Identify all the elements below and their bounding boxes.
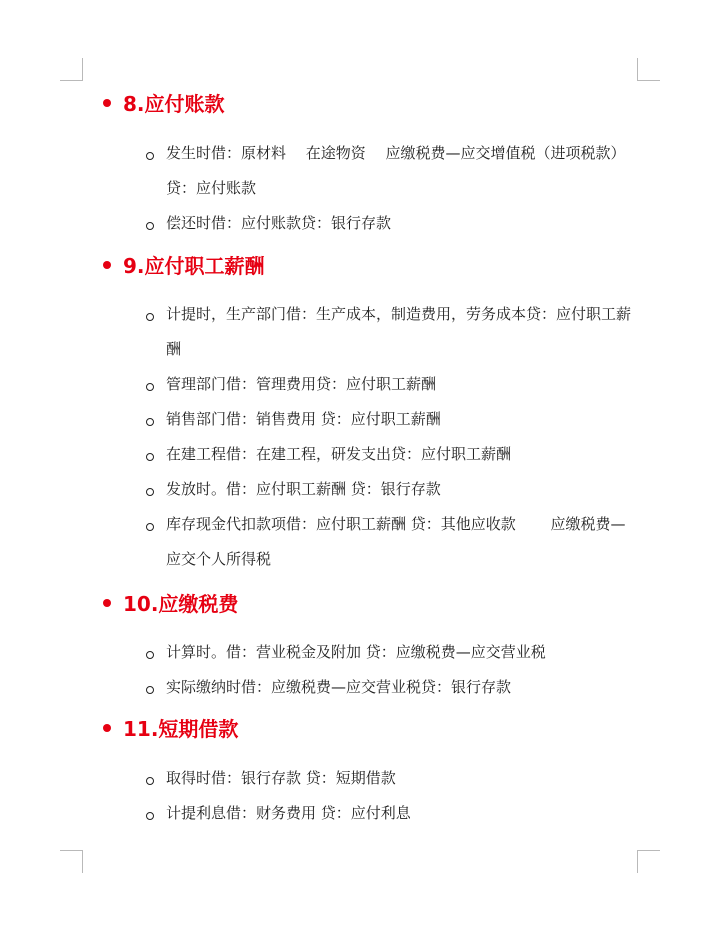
list-item-text: 发放时。借：应付职工薪酬 贷：银行存款 [166,480,441,498]
section-title: 9.应付职工薪酬 [123,254,265,278]
list-item-text: 实际缴纳时借：应缴税费—应交营业税贷：银行存款 [166,678,512,696]
section-heading [103,250,265,279]
circle-bullet-icon [146,313,154,321]
section-heading [103,713,238,742]
section-title: 11.短期借款 [123,717,239,741]
crop-mark-top-left [60,58,83,81]
list-item-text: 销售部门借：销售费用 贷：应付职工薪酬 [166,410,441,428]
circle-bullet-icon [146,453,154,461]
circle-bullet-icon [146,812,154,820]
list-item [146,769,646,796]
crop-mark-bottom-left [60,850,83,873]
list-item-text: 取得时借：银行存款 贷：短期借款 [166,769,396,787]
circle-bullet-icon [146,383,154,391]
list-item [146,375,646,402]
bullet-icon [103,261,111,269]
circle-bullet-icon [146,686,154,694]
circle-bullet-icon [146,152,154,160]
list-item-text: 计算时。借：营业税金及附加 贷：应缴税费—应交营业税 [166,643,546,661]
circle-bullet-icon [146,651,154,659]
section-heading [103,88,225,117]
list-item-text: 库存现金代扣款项借：应付职工薪酬 贷：其他应收款 应缴税费—应交个人所得税 [166,515,626,568]
list-item [146,214,646,241]
list-item-text: 发生时借：原材料 在途物资 应缴税费—应交增值税（进项税款）贷：应付账款 [166,144,626,197]
crop-mark-bottom-right [637,850,660,873]
list-item [146,643,646,670]
bullet-icon [103,724,111,732]
circle-bullet-icon [146,418,154,426]
bullet-icon [103,99,111,107]
circle-bullet-icon [146,222,154,230]
section-heading [103,588,238,617]
list-item-text: 计提利息借：财务费用 贷：应付利息 [166,804,411,822]
bullet-icon [103,599,111,607]
list-item [146,515,646,577]
list-item [146,804,646,831]
list-item [146,144,646,206]
list-item [146,410,646,437]
crop-mark-top-right [637,58,660,81]
section-title: 8.应付账款 [123,92,225,116]
circle-bullet-icon [146,777,154,785]
list-item-text: 偿还时借：应付账款贷：银行存款 [166,214,392,232]
circle-bullet-icon [146,488,154,496]
list-item-text: 计提时，生产部门借：生产成本，制造费用，劳务成本贷：应付职工薪酬 [166,305,632,358]
list-item [146,480,646,507]
list-item-text: 管理部门借：管理费用贷：应付职工薪酬 [166,375,437,393]
circle-bullet-icon [146,523,154,531]
list-item-text: 在建工程借：在建工程，研发支出贷：应付职工薪酬 [166,445,512,463]
list-item [146,305,646,367]
list-item [146,445,646,472]
list-item [146,678,646,705]
section-title: 10.应缴税费 [123,592,239,616]
